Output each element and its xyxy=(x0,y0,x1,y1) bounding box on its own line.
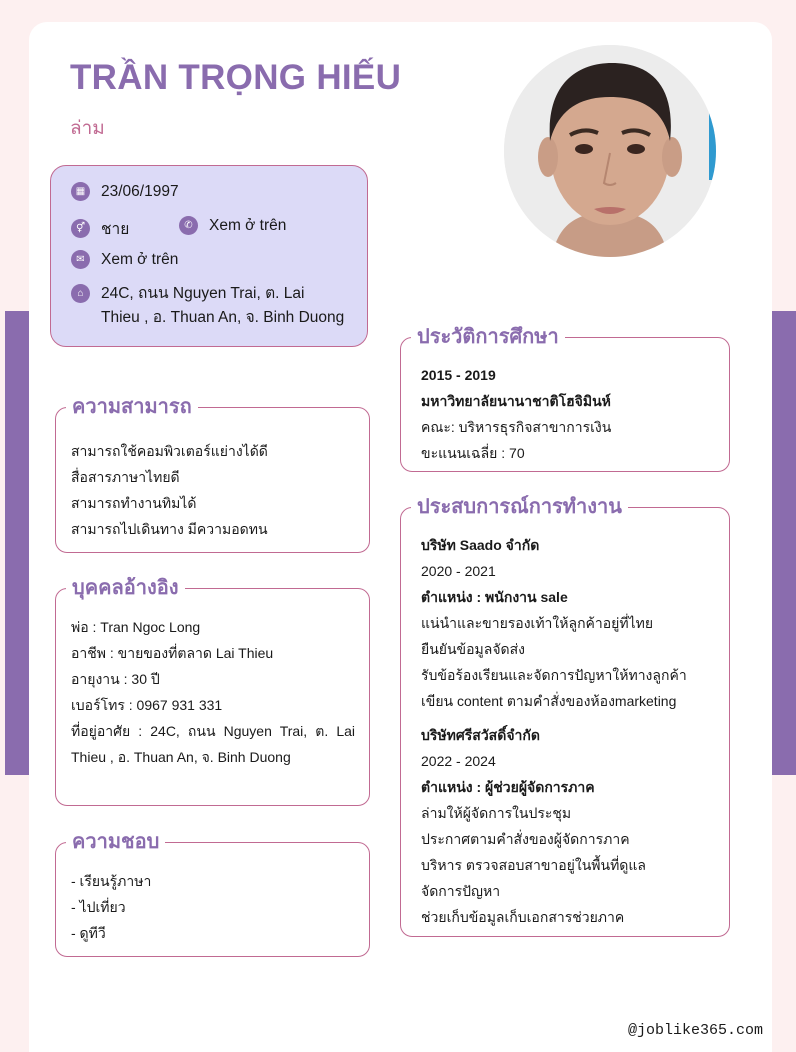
education-faculty: คณะ: บริหารธุรกิจสาขาการเงิน xyxy=(421,419,612,435)
address-row xyxy=(71,282,361,330)
job-duty: ล่ามให้ผู้จัดการในประชุม xyxy=(421,805,572,821)
email-value: Xem ở trên xyxy=(101,250,179,268)
address-line-2: Thieu , อ. Thuan An, จ. Binh Duong xyxy=(101,309,345,326)
hobby-item: - ดูทีวี xyxy=(71,925,106,941)
reference-phone: เบอร์โทร : 0967 931 331 xyxy=(71,697,223,713)
skill-item: สื่อสารภาษาไทยดี xyxy=(71,469,180,485)
gender-icon: ⚥ xyxy=(71,219,90,238)
calendar-icon: ▦ xyxy=(71,182,90,201)
profile-photo xyxy=(504,45,716,257)
education-title: ประวัติการศึกษา xyxy=(411,323,565,351)
hobby-item: - ไปเที่ยว xyxy=(71,899,126,915)
job-duty: เขียน content ตามคำสั่งของห้องmarketing xyxy=(421,693,677,709)
experience-title: ประสบการณ์การทำงาน xyxy=(411,493,628,521)
job-years: 2022 - 2024 xyxy=(421,753,496,769)
skill-item: สามารถทำงานทิมได้ xyxy=(71,495,197,511)
reference-father: พ่อ : Tran Ngoc Long xyxy=(71,619,201,635)
education-section xyxy=(400,326,730,472)
hobbies-section xyxy=(55,831,370,957)
gender-row xyxy=(71,216,129,241)
hobby-item: - เรียนรู้ภาษา xyxy=(71,873,152,889)
candidate-name: TRẦN TRỌNG HIẾU xyxy=(70,58,402,97)
left-decorative-band xyxy=(5,311,29,775)
job-duty: รับข้อร้องเรียนและจัดการปัญหาให้ทางลูกค้า xyxy=(421,667,687,683)
job-duty: ช่วยเก็บข้อมูลเก็บเอกสารช่วยภาค xyxy=(421,909,625,925)
experience-section xyxy=(400,496,730,937)
reference-address: ที่อยู่อาศัย : 24C, ถนน Nguyen Trai, ต. Lai Thieu , อ. Thuan An, จ. Binh Duong xyxy=(71,723,355,765)
address-line-1: 24C, ถนน Nguyen Trai, ต. Lai xyxy=(101,285,305,302)
email-row xyxy=(71,250,178,269)
job-position: ตำแหน่ง : ผู้ช่วยผู้จัดการภาค xyxy=(421,779,595,795)
job-entry xyxy=(421,722,646,930)
job-duty: ประกาศตามคำสั่งของผู้จัดการภาค xyxy=(421,831,630,847)
candidate-job-title: ล่าม xyxy=(70,118,105,139)
birthday-row xyxy=(71,182,179,201)
skill-item: สามารถไปเดินทาง มีความอดทน xyxy=(71,521,268,537)
references-title: บุคคลอ้างอิง xyxy=(66,574,185,602)
job-duty: ยืนยันข้อมูลจัดส่ง xyxy=(421,641,526,657)
right-decorative-band xyxy=(772,311,796,775)
address-value xyxy=(101,282,361,330)
job-duty: จัดการปัญหา xyxy=(421,883,501,899)
education-years: 2015 - 2019 xyxy=(421,367,496,383)
reference-occupation: อาชีพ : ขายของที่ตลาด Lai Thieu xyxy=(71,645,274,661)
job-company: บริษัทศรีสวัสดิ์จำกัด xyxy=(421,727,540,743)
skills-section xyxy=(55,396,370,553)
skills-title: ความสามารถ xyxy=(66,393,198,421)
job-duty: แน่นำและขายรองเท้าให้ลูกค้าอยู่ที่ไทย xyxy=(421,615,654,631)
skill-item: สามารถใช้คอมพิวเตอร์แย่างได้ดี xyxy=(71,443,268,459)
resume-page xyxy=(29,22,772,1052)
home-icon: ⌂ xyxy=(71,284,90,303)
job-years: 2020 - 2021 xyxy=(421,563,496,579)
job-position: ตำแหน่ง : พนักงาน sale xyxy=(421,589,568,605)
phone-row xyxy=(179,216,286,235)
phone-value: Xem ở trên xyxy=(209,216,287,234)
gender-value: ชาย xyxy=(101,221,130,238)
hobbies-title: ความชอบ xyxy=(66,828,165,856)
mail-icon: ✉ xyxy=(71,250,90,269)
watermark-text: @joblike365.com xyxy=(628,1022,764,1039)
job-entry xyxy=(421,532,687,714)
job-company: บริษัท Saado จำกัด xyxy=(421,537,540,553)
phone-icon: ✆ xyxy=(179,216,198,235)
birthday-value: 23/06/1997 xyxy=(101,182,179,200)
education-school: มหาวิทยาลัยนานาชาติโฮจิมินห์ xyxy=(421,393,611,409)
references-section xyxy=(55,577,370,806)
reference-work-age: อายุงาน : 30 ปี xyxy=(71,671,160,687)
contact-info-panel xyxy=(50,165,368,347)
job-duty: บริหาร ตรวจสอบสาขาอยู่ในพื้นที่ดูแล xyxy=(421,857,646,873)
education-gpa: ขะแนนเฉลี่ย : 70 xyxy=(421,445,525,461)
